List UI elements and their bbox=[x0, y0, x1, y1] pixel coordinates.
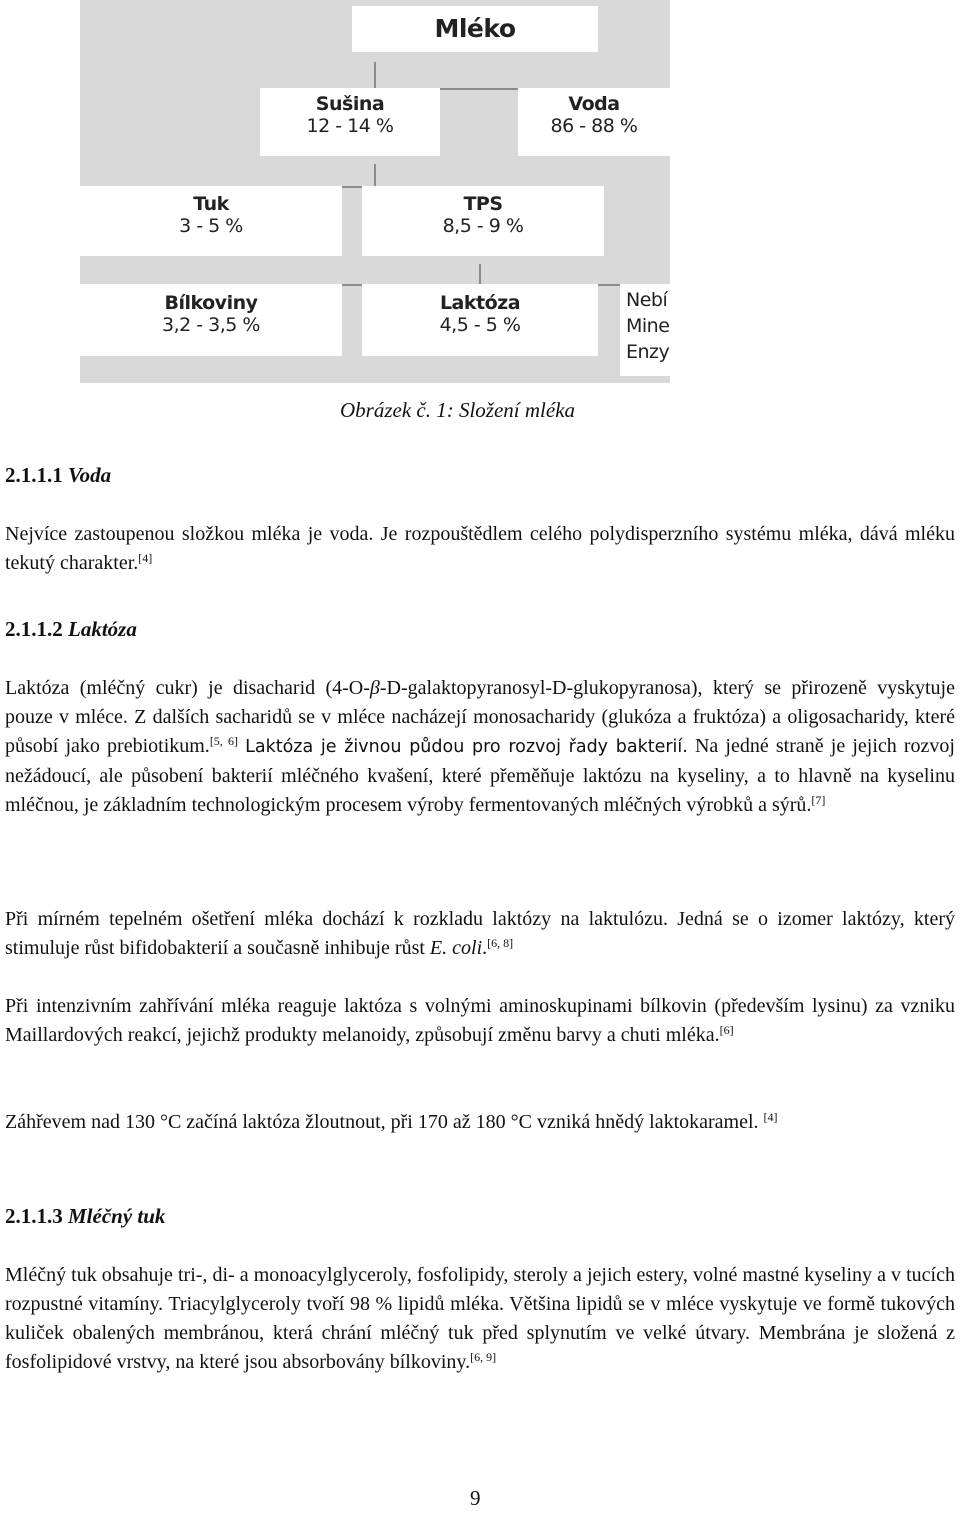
paragraph-text: Laktóza (mléčný cukr) je disacharid (4-O- bbox=[5, 677, 370, 699]
figure-caption: Obrázek č. 1: Složení mléka bbox=[340, 398, 576, 422]
diagram-node-water bbox=[518, 88, 670, 156]
paragraph bbox=[5, 674, 955, 820]
connector-line bbox=[374, 62, 376, 90]
connector-line bbox=[479, 264, 481, 286]
node-name: Sušina bbox=[315, 93, 385, 115]
node-value: 86 - 88 % bbox=[550, 115, 638, 137]
paragraph-text: . bbox=[482, 937, 488, 959]
section-number: 2.1.1.2 bbox=[5, 617, 63, 641]
node-value: 4,5 - 5 % bbox=[439, 314, 521, 336]
paragraph bbox=[5, 1261, 955, 1377]
section-number: 2.1.1.1 bbox=[5, 463, 63, 487]
paragraph bbox=[5, 1108, 955, 1137]
node-name: Voda bbox=[568, 93, 620, 115]
diagram-node-tps bbox=[362, 186, 604, 256]
section-heading-milk-fat bbox=[5, 1204, 165, 1229]
node-name: Laktóza bbox=[439, 292, 521, 314]
connector-line bbox=[374, 164, 376, 188]
node-value: 3 - 5 % bbox=[179, 215, 243, 237]
paragraph-text: Laktóza je živnou půdou pro rozvoj řady bakterií. bbox=[245, 737, 688, 757]
section-heading-lactose bbox=[5, 617, 137, 642]
node-line: Mine bbox=[626, 315, 670, 337]
diagram-node-milk bbox=[352, 6, 598, 52]
paragraph bbox=[5, 520, 955, 578]
paragraph bbox=[5, 905, 955, 963]
node-value: 12 - 14 % bbox=[306, 115, 394, 137]
node-line: Enzy bbox=[626, 341, 670, 363]
section-number: 2.1.1.3 bbox=[5, 1204, 63, 1228]
node-name: Tuk bbox=[193, 193, 229, 215]
diagram-node-other bbox=[620, 284, 670, 376]
citation: [6, 9] bbox=[470, 1350, 497, 1364]
citation: [5, 6] bbox=[209, 734, 238, 748]
section-title: Laktóza bbox=[68, 617, 137, 641]
node-name: TPS bbox=[463, 193, 503, 215]
paragraph bbox=[5, 992, 955, 1050]
beta-symbol: β bbox=[369, 677, 380, 699]
paragraph-text: Na jedné straně je jejich rozvoj nežádoucí, ale působení bakterií mléčného kvašení, které přeměňuje laktózu na kyseliny, a to hlavně na kyselinu mléčnou, je základním technologickým procesem výroby fermentovaných mléčných výrobků a sýrů. bbox=[5, 735, 955, 816]
page-number: 9 bbox=[470, 1486, 481, 1510]
organism-name: E. coli bbox=[429, 937, 483, 959]
paragraph-text: Při intenzivním zahřívání mléka reaguje laktóza s volnými aminoskupinami bílkovin (především lysinu) za vzniku Maillardových reakcí, jejichž produkty melanoidy, způsobují změnu barvy a chuti mléka. bbox=[5, 995, 955, 1046]
diagram-node-proteins bbox=[80, 284, 342, 356]
node-line: Nebí bbox=[626, 289, 668, 311]
citation: [6] bbox=[719, 1023, 734, 1037]
diagram-node-fat bbox=[80, 186, 342, 256]
node-value: 3,2 - 3,5 % bbox=[162, 314, 260, 336]
section-title: Mléčný tuk bbox=[68, 1204, 166, 1228]
citation: [4] bbox=[138, 551, 153, 565]
paragraph-text: Záhřevem nad 130 °C začíná laktóza žloutnout, při 170 až 180 °C vzniká hnědý laktokaramel. bbox=[5, 1111, 759, 1133]
citation: [7] bbox=[811, 793, 826, 807]
paragraph-text: Mléčný tuk obsahuje tri-, di- a monoacylglyceroly, fosfolipidy, steroly a jejich estery, volné mastné kyseliny a v tucích rozpustné vitamíny. Triacylglyceroly tvoří 98 % lipidů mléka. Většina lipidů se v mléce vyskytuje ve formě tukových kuliček obalených membránou, která chrání mléčný tuk před splynutím ve velké útvary. Membrána je složená z fosfolipidové vrstvy, na které jsou absorbovány bílkoviny. bbox=[5, 1264, 955, 1373]
node-name: Mléko bbox=[434, 14, 516, 43]
milk-composition-diagram bbox=[80, 0, 670, 383]
section-heading-water bbox=[5, 463, 111, 488]
paragraph-text: Při mírném tepelném ošetření mléka dochází k rozkladu laktózy na laktulózu. Jedná se o izomer laktózy, který stimuluje růst bifidobakterií a současně inhibuje růst bbox=[5, 908, 955, 959]
paragraph-text: -D-galaktopyranosyl-D-glukopyranosa), který se přirozeně vyskytuje pouze v mléce. Z dalších sacharidů se v mléce nacházejí monosacharidy (glukóza a fruktóza) a oligosacharidy, které působí jako prebiotikum. bbox=[5, 677, 955, 757]
section-title: Voda bbox=[68, 463, 112, 487]
citation: [6, 8] bbox=[487, 936, 514, 950]
diagram-node-lactose bbox=[362, 284, 598, 356]
diagram-node-dry-matter bbox=[260, 88, 440, 156]
node-value: 8,5 - 9 % bbox=[442, 215, 524, 237]
node-name: Bílkoviny bbox=[164, 292, 258, 314]
citation: [4] bbox=[763, 1110, 778, 1124]
paragraph-text: Nejvíce zastoupenou složkou mléka je voda. Je rozpouštědlem celého polydisperzního systému mléka, dává mléku tekutý charakter. bbox=[5, 523, 955, 574]
